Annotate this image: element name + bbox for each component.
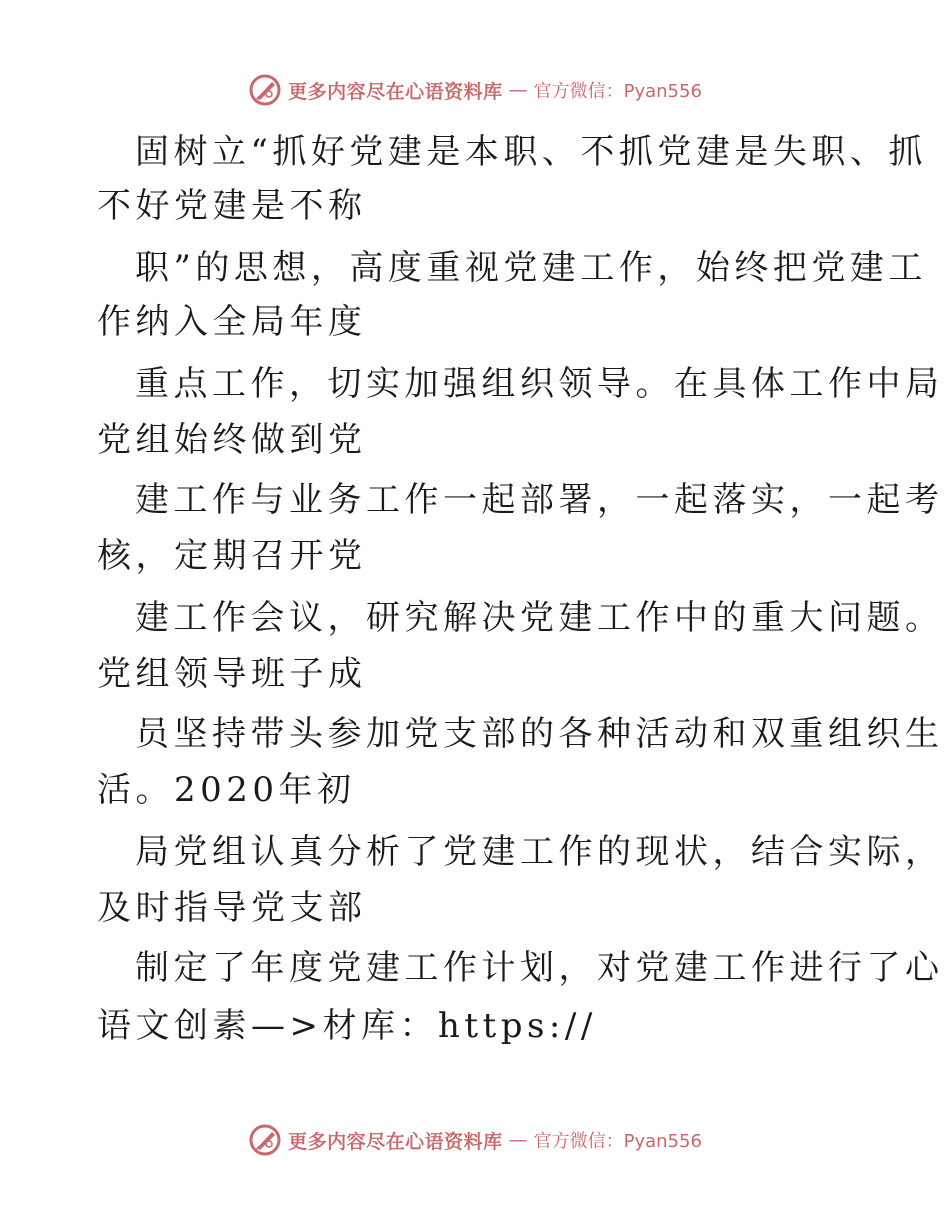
quill-logo-icon bbox=[248, 73, 282, 107]
banner-contact-text: 官方微信：Pyan556 bbox=[533, 81, 702, 102]
banner-separator: — bbox=[508, 79, 528, 101]
text-line: 局党组认真分析了党建工作的现状，结合实际， bbox=[135, 832, 944, 872]
banner-brand-text: 更多内容尽在心语资料库 bbox=[288, 80, 503, 103]
text-line: 建工作与业务工作一起部署，一起落实，一起考 bbox=[135, 480, 944, 520]
text-line: 党组始终做到党 bbox=[97, 420, 367, 460]
text-line: 核，定期召开党 bbox=[97, 536, 367, 576]
text-line: 职”的思想，高度重视党建工作，始终把党建工 bbox=[135, 248, 927, 288]
quill-logo-icon bbox=[248, 1123, 282, 1157]
text-line: 固树立“抓好党建是本职、不抓党建是失职、抓 bbox=[135, 132, 927, 172]
header-banner bbox=[0, 70, 950, 110]
text-line: 重点工作，切实加强组织领导。在具体工作中局 bbox=[135, 364, 944, 404]
text-line: 不好党建是不称 bbox=[97, 186, 367, 226]
text-line: 员坚持带头参加党支部的各种活动和双重组织生 bbox=[135, 714, 944, 754]
banner-brand-text: 更多内容尽在心语资料库 bbox=[288, 1130, 503, 1153]
banner-contact-text: 官方微信：Pyan556 bbox=[533, 1131, 702, 1152]
footer-banner bbox=[0, 1120, 950, 1160]
banner-separator: — bbox=[508, 1129, 528, 1151]
text-line: 语文创素—>材库：https:// bbox=[97, 1006, 597, 1046]
text-line: 活。2020年初 bbox=[97, 770, 356, 810]
text-line: 建工作会议，研究解决党建工作中的重大问题。 bbox=[135, 598, 944, 638]
text-line: 及时指导党支部 bbox=[97, 888, 367, 928]
text-line: 作纳入全局年度 bbox=[97, 302, 367, 342]
text-line: 党组领导班子成 bbox=[97, 654, 367, 694]
text-line: 制定了年度党建工作计划，对党建工作进行了心 bbox=[135, 948, 944, 988]
